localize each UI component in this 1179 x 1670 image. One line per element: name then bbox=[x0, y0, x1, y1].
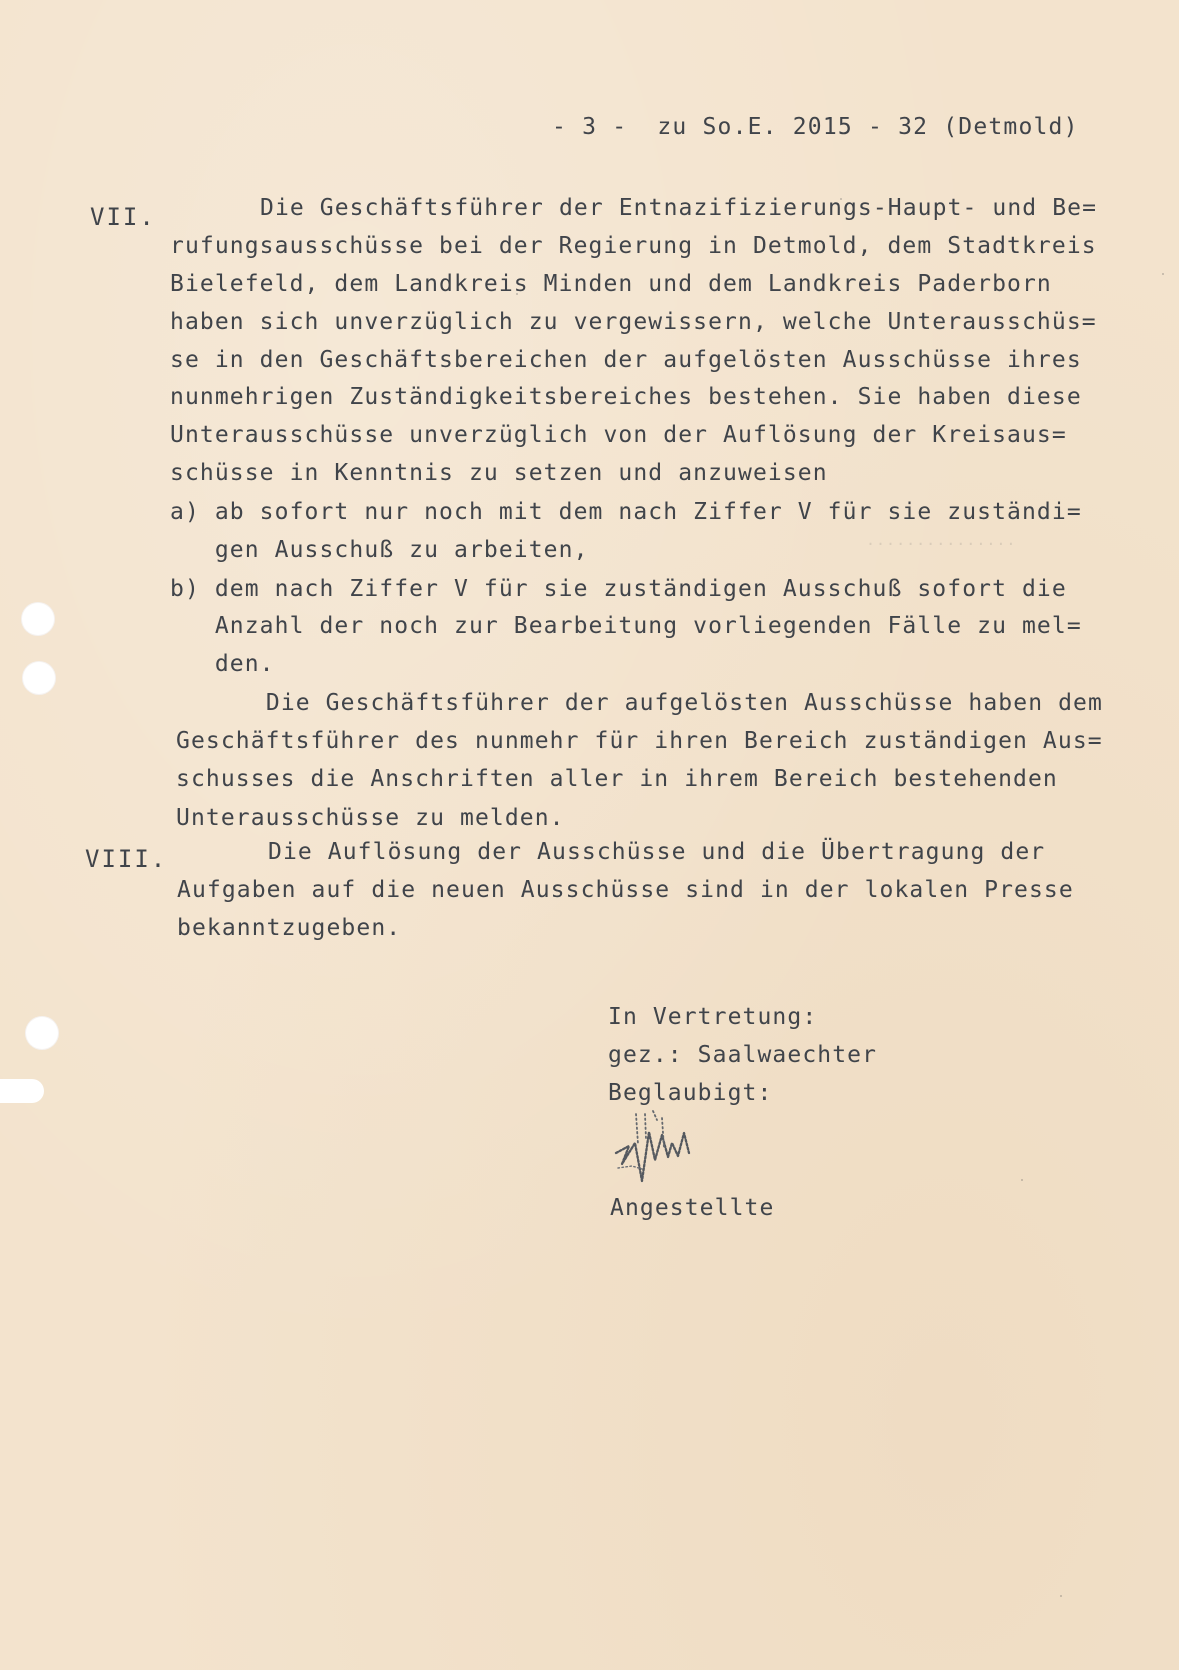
section-viii-line-1: Die Auflösung der Ausschüsse und die Übertragung der bbox=[268, 839, 1046, 865]
paper-speck bbox=[1021, 1179, 1023, 1181]
section-vii-line-7: Unterausschüsse unverzüglich von der Auflösung der Kreisaus= bbox=[170, 422, 1067, 448]
section-vii-line-14: Die Geschäftsführer der aufgelösten Ausschüsse haben dem bbox=[236, 690, 1103, 716]
section-vii-line-12: Anzahl der noch zur Bearbeitung vorliegenden Fälle zu mel= bbox=[170, 613, 1082, 639]
section-vii-line-11: b) dem nach Ziffer V für sie zuständigen Ausschuß sofort die bbox=[170, 576, 1067, 602]
section-vii-line-2: rufungsausschüsse bei der Regierung in Detmold, dem Stadtkreis bbox=[170, 233, 1097, 259]
section-vii-line-4: haben sich unverzüglich zu vergewissern, welche Unterausschüs= bbox=[170, 309, 1097, 335]
section-viii-line-3: bekanntzugeben. bbox=[177, 915, 402, 941]
section-vii-number: VII. bbox=[90, 203, 156, 231]
section-vii-line-8: schüsse in Kenntnis zu setzen und anzuweisen bbox=[170, 460, 828, 486]
paper-speck bbox=[1162, 273, 1164, 275]
closing-beglaubigt: Beglaubigt: bbox=[608, 1080, 773, 1106]
paper-speck bbox=[1060, 1595, 1062, 1597]
section-vii-line-3: Bielefeld, dem Landkreis Minden und dem Landkreis Paderborn bbox=[170, 271, 1052, 297]
section-vii-line-5: se in den Geschäftsbereichen der aufgelösten Ausschüsse ihres bbox=[170, 347, 1082, 373]
punch-hole bbox=[25, 1016, 59, 1050]
section-viii-line-2: Aufgaben auf die neuen Ausschüsse sind in der lokalen Presse bbox=[177, 877, 1074, 903]
punch-hole bbox=[22, 661, 56, 695]
page-header: - 3 - zu So.E. 2015 - 32 (Detmold) bbox=[552, 114, 1079, 140]
closing-in-vertretung: In Vertretung: bbox=[608, 1004, 818, 1030]
torn-edge bbox=[0, 1079, 44, 1103]
section-vii-line-13: den. bbox=[170, 651, 275, 677]
section-vii-line-1: Die Geschäftsführer der Entnazifizierungs-Haupt- und Be= bbox=[260, 195, 1098, 221]
section-viii-number: VIII. bbox=[85, 845, 168, 873]
punch-hole bbox=[21, 602, 55, 636]
closing-angestellte: Angestellte bbox=[610, 1195, 775, 1221]
section-vii-line-6: nunmehrigen Zuständigkeitsbereiches bestehen. Sie haben diese bbox=[170, 384, 1082, 410]
section-vii-line-10: gen Ausschuß zu arbeiten, bbox=[170, 537, 589, 563]
faint-bleed-text: ............... bbox=[866, 531, 1017, 549]
signature-icon bbox=[612, 1108, 732, 1188]
section-vii-line-9: a) ab sofort nur noch mit dem nach Ziffer V für sie zuständi= bbox=[170, 499, 1082, 525]
closing-gez-saalwaechter: gez.: Saalwaechter bbox=[608, 1042, 878, 1068]
section-vii-line-16: schusses die Anschriften aller in ihrem Bereich bestehenden bbox=[176, 766, 1058, 792]
section-vii-line-17: Unterausschüsse zu melden. bbox=[176, 805, 565, 831]
section-vii-line-15: Geschäftsführer des nunmehr für ihren Bereich zuständigen Aus= bbox=[176, 728, 1103, 754]
